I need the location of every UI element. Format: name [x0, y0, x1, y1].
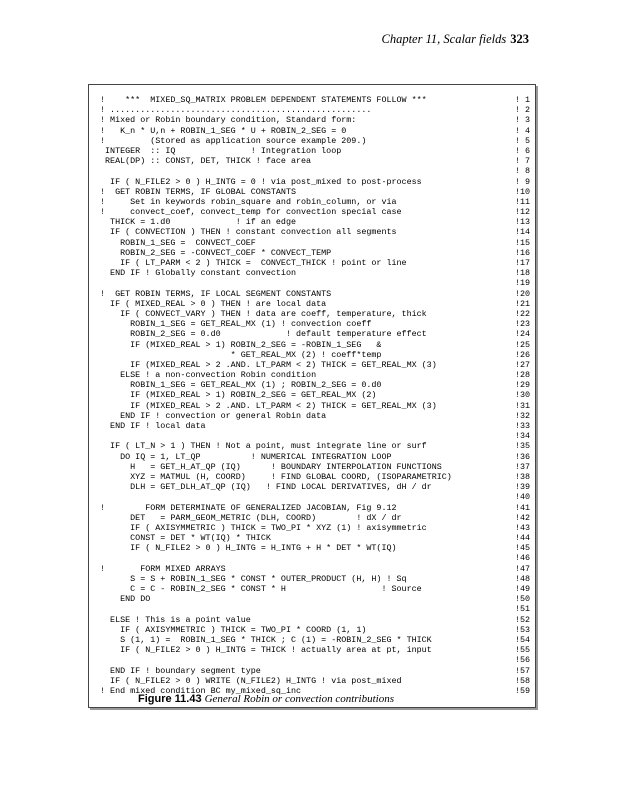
code-text: IF ( CONVECTION ) THEN ! constant convection all segments: [100, 227, 397, 238]
line-number: !22: [514, 308, 530, 319]
code-line: [100, 401, 530, 411]
line-number: !16: [514, 247, 530, 258]
code-text: ! Mixed or Robin boundary condition, Standard form:: [100, 115, 357, 126]
code-text: ! FORM MIXED ARRAYS: [100, 563, 226, 574]
code-line: [100, 319, 530, 329]
line-number: !18: [514, 268, 530, 279]
code-text: DET = PARM_GEOM_METRIC (DLH, COORD) ! dX / dr: [100, 512, 402, 523]
line-number: !38: [514, 471, 530, 482]
code-text: ! GET ROBIN TERMS, IF GLOBAL CONSTANTS: [100, 186, 297, 197]
code-text: ROBIN_2_SEG = 0.d0 ! default temperature effect: [100, 329, 427, 340]
line-number: !20: [514, 288, 530, 299]
figure-label: Figure 11.43: [138, 693, 202, 705]
code-text: ROBIN_1_SEG = GET_REAL_MX (1) ; ROBIN_2_SEG = 0.d0: [100, 380, 382, 391]
code-line: [100, 421, 530, 431]
line-number: !32: [514, 410, 530, 421]
code-line: [100, 431, 530, 441]
code-text: S = S + ROBIN_1_SEG * CONST * OUTER_PRODUCT (H, H) ! Sq: [100, 573, 407, 584]
code-text: IF ( AXISYMMETRIC ) THICK = TWO_PI * XYZ (1) ! axisymmetric: [100, 522, 427, 533]
code-line: [100, 676, 530, 686]
code-line: [100, 177, 530, 187]
code-text: ELSE ! a non-convection Robin condition: [100, 370, 317, 381]
code-line: [100, 452, 530, 462]
code-line: [100, 574, 530, 584]
code-line: [100, 238, 530, 248]
code-line: [100, 441, 530, 451]
line-number: !58: [514, 675, 530, 686]
line-number: !29: [514, 380, 530, 391]
code-line: [100, 553, 530, 563]
code-text: ! convect_coef, convect_temp for convection special case: [100, 207, 402, 218]
code-line: [100, 350, 530, 360]
code-line: [100, 411, 530, 421]
code-line: [100, 513, 530, 523]
code-text: ! Set in keywords robin_square and robin_column, or via: [100, 196, 397, 207]
code-line: [100, 340, 530, 350]
code-listing: [100, 95, 530, 696]
line-number: !42: [514, 512, 530, 523]
line-number: ! 7: [514, 156, 530, 167]
line-number: !30: [514, 390, 530, 401]
line-number: ! 4: [514, 125, 530, 136]
line-number: !35: [514, 441, 530, 452]
line-number: ! 2: [514, 105, 530, 116]
line-number: !52: [514, 614, 530, 625]
code-text: CONST = DET * WT(IQ) * THICK: [100, 533, 271, 544]
code-line: [100, 227, 530, 237]
code-line: [100, 584, 530, 594]
figure-caption-text: General Robin or convection contributions: [204, 693, 395, 705]
code-text: IF ( MIXED_REAL > 0 ) THEN ! are local data: [100, 298, 327, 309]
code-text: ROBIN_1_SEG = GET_REAL_MX (1) ! convection coeff: [100, 319, 372, 330]
code-line: [100, 482, 530, 492]
code-line: [100, 115, 530, 125]
code-line: [100, 268, 530, 278]
code-line: [100, 543, 530, 553]
code-text: END IF ! boundary segment type: [100, 665, 261, 676]
line-number: !55: [514, 645, 530, 656]
line-number: !43: [514, 522, 530, 533]
line-number: !13: [514, 217, 530, 228]
code-line: [100, 187, 530, 197]
line-number: !40: [514, 492, 530, 503]
line-number: ! 9: [514, 176, 530, 187]
code-line: [100, 380, 530, 390]
code-text: IF (MIXED_REAL > 2 .AND. LT_PARM < 2) THICK = GET_REAL_MX (3): [100, 359, 437, 370]
code-line: [100, 207, 530, 217]
code-text: ! (Stored as application source example 209.): [100, 135, 367, 146]
code-line: [100, 126, 530, 136]
code-text: IF ( N_FILE2 > 0 ) H_INTG = 0 ! via post_mixed to post-process: [100, 176, 422, 187]
code-text: ROBIN_2_SEG = -CONVECT_COEF * CONVECT_TEMP: [100, 247, 332, 258]
code-line: [100, 635, 530, 645]
code-line: [100, 615, 530, 625]
code-text: THICK = 1.d0 ! if an edge: [100, 217, 297, 228]
code-line: [100, 462, 530, 472]
code-line: [100, 309, 530, 319]
line-number: ! 3: [514, 115, 530, 126]
code-line: [100, 289, 530, 299]
page-number: 323: [510, 32, 529, 46]
code-line: [100, 136, 530, 146]
line-number: !27: [514, 359, 530, 370]
code-text: END IF ! local data: [100, 421, 206, 431]
code-line: [100, 594, 530, 604]
code-line: [100, 655, 530, 665]
code-text: ! *** MIXED_SQ_MATRIX PROBLEM DEPENDENT STATEMENTS FOLLOW ***: [100, 95, 427, 105]
code-line: [100, 299, 530, 309]
code-line: [100, 503, 530, 513]
code-line: [100, 278, 530, 288]
line-number: ! 8: [514, 166, 530, 177]
code-text: IF (MIXED_REAL > 1) ROBIN_2_SEG = GET_REAL_MX (2): [100, 390, 377, 401]
line-number: !24: [514, 329, 530, 340]
code-text: END IF ! convection or general Robin data: [100, 410, 327, 421]
code-line: [100, 645, 530, 655]
code-line: [100, 329, 530, 339]
chapter-title: Chapter 11, Scalar fields: [381, 32, 507, 46]
line-number: !10: [514, 186, 530, 197]
line-number: ! 6: [514, 145, 530, 156]
code-text: DO IQ = 1, LT_QP ! NUMERICAL INTEGRATION LOOP: [100, 451, 392, 462]
line-number: ! 1: [514, 95, 530, 105]
code-text: IF ( AXISYMMETRIC ) THICK = TWO_PI * COORD (1, 1): [100, 624, 367, 635]
running-header: [381, 32, 529, 47]
line-number: !57: [514, 665, 530, 676]
code-line: [100, 604, 530, 614]
code-line: [100, 625, 530, 635]
code-line: [100, 523, 530, 533]
code-line: [100, 472, 530, 482]
code-text: END DO: [100, 594, 151, 605]
line-number: !15: [514, 237, 530, 248]
line-number: !49: [514, 584, 530, 594]
code-text: ! ....................................................: [100, 105, 372, 116]
code-text: INTEGER :: IQ ! Integration loop: [100, 145, 342, 156]
code-line: [100, 360, 530, 370]
line-number: !25: [514, 339, 530, 350]
code-text: IF ( LT_PARM < 2 ) THICK = CONVECT_THICK ! point or line: [100, 258, 407, 268]
code-text: IF (MIXED_REAL > 2 .AND. LT_PARM < 2) THICK = GET_REAL_MX (3): [100, 400, 437, 411]
code-text: ! GET ROBIN TERMS, IF LOCAL SEGMENT CONSTANTS: [100, 288, 332, 299]
line-number: !39: [514, 482, 530, 493]
code-line: [100, 197, 530, 207]
line-number: !17: [514, 258, 530, 268]
line-number: !51: [514, 604, 530, 615]
line-number: !11: [514, 196, 530, 207]
code-line: [100, 105, 530, 115]
line-number: !50: [514, 594, 530, 605]
code-line: [100, 166, 530, 176]
code-text: IF ( LT_N > 1 ) THEN ! Not a point, must integrate line or surf: [100, 441, 427, 452]
code-text: ! K_n * U,n + ROBIN_1_SEG * U + ROBIN_2_SEG = 0: [100, 125, 347, 136]
line-number: !31: [514, 400, 530, 411]
line-number: !48: [514, 573, 530, 584]
code-line: [100, 666, 530, 676]
code-line: [100, 156, 530, 166]
code-text: IF ( CONVECT_VARY ) THEN ! data are coeff, temperature, thick: [100, 308, 427, 319]
code-text: C = C - ROBIN_2_SEG * CONST * H ! Source: [100, 584, 422, 594]
code-text: XYZ = MATMUL (H, COORD) ! FIND GLOBAL COORD, (ISOPARAMETRIC): [100, 471, 452, 482]
line-number: !56: [514, 655, 530, 666]
line-number: !41: [514, 502, 530, 513]
code-text: END IF ! Globally constant convection: [100, 268, 297, 279]
line-number: !53: [514, 624, 530, 635]
code-text: IF (MIXED_REAL > 1) ROBIN_2_SEG = -ROBIN_1_SEG &: [100, 339, 382, 350]
code-line: [100, 217, 530, 227]
line-number: !12: [514, 207, 530, 218]
code-text: DLH = GET_DLH_AT_QP (IQ) ! FIND LOCAL DERIVATIVES, dH / dr: [100, 482, 432, 493]
code-line: [100, 564, 530, 574]
code-line: [100, 95, 530, 105]
code-line: [100, 258, 530, 268]
line-number: !28: [514, 370, 530, 381]
code-line: [100, 370, 530, 380]
code-text: H = GET_H_AT_QP (IQ) ! BOUNDARY INTERPOLATION FUNCTIONS: [100, 461, 442, 472]
code-text: ELSE ! This is a point value: [100, 614, 251, 625]
line-number: !47: [514, 563, 530, 574]
code-text: S (1, 1) = ROBIN_1_SEG * THICK ; C (1) = -ROBIN_2_SEG * THICK: [100, 634, 432, 645]
code-line: [100, 390, 530, 400]
line-number: !34: [514, 431, 530, 442]
code-text: IF ( N_FILE2 > 0 ) H_INTG = THICK ! actually area at pt, input: [100, 645, 432, 656]
line-number: !59: [514, 685, 530, 696]
figure-caption: [138, 693, 394, 705]
line-number: !37: [514, 461, 530, 472]
code-line: [100, 492, 530, 502]
code-text: IF ( N_FILE2 > 0 ) WRITE (N_FILE2) H_INTG ! via post_mixed: [100, 675, 402, 686]
code-text: ROBIN_1_SEG = CONVECT_COEF: [100, 237, 256, 248]
line-number: !26: [514, 349, 530, 360]
line-number: !54: [514, 634, 530, 645]
code-line: [100, 533, 530, 543]
code-text: REAL(DP) :: CONST, DET, THICK ! face area: [100, 156, 312, 167]
code-text: ! FORM DETERMINATE OF GENERALIZED JACOBIAN, Fig 9.12: [100, 502, 397, 513]
code-text: * GET_REAL_MX (2) ! coeff*temp: [100, 349, 382, 360]
code-line: [100, 248, 530, 258]
line-number: !46: [514, 553, 530, 564]
line-number: !33: [514, 421, 530, 431]
line-number: !19: [514, 278, 530, 289]
line-number: !21: [514, 298, 530, 309]
line-number: !14: [514, 227, 530, 238]
code-line: [100, 146, 530, 156]
line-number: !36: [514, 451, 530, 462]
code-text: ! End mixed condition BC my_mixed_sq_inc: [100, 685, 302, 696]
line-number: ! 5: [514, 135, 530, 146]
code-text: IF ( N_FILE2 > 0 ) H_INTG = H_INTG + H * DET * WT(IQ): [100, 543, 397, 554]
line-number: !44: [514, 533, 530, 544]
line-number: !45: [514, 543, 530, 554]
line-number: !23: [514, 319, 530, 330]
